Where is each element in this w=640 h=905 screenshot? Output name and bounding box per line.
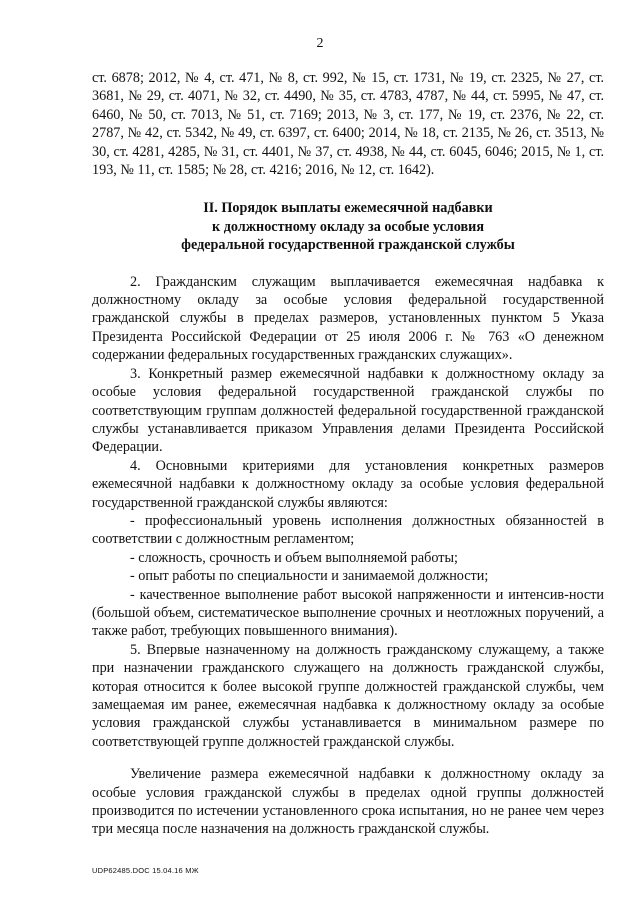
page-number: 2 — [316, 36, 324, 51]
criterion-item: - сложность, срочность и объем выполняемой работы; — [130, 549, 458, 566]
paragraph-3: 3. Конкретный размер ежемесячной надбавки к должностному окладу за особые условия федеральной государственной гражданской службы по соответствующим группам должностей федеральной государственной гражданской службы устанавливается приказом Управления делами Президента Российской Федерации. — [92, 365, 604, 456]
paragraph-4: 4. Основными критериями для установления конкретных размеров ежемесячной надбавки к должностному окладу за особые условия федеральной государственной гражданской службы являются: — [92, 457, 604, 511]
document-body — [92, 69, 604, 839]
criterion-item: - качественное выполнение работ высокой напряженности и интенсив-ности (большой объем, систематическое выполнение срочных и неотложных поручений, а также работ, требующих повышенного внимания). — [92, 586, 604, 640]
paragraph-2: 2. Гражданским служащим выплачивается ежемесячная надбавка к должностному окладу за особые условия федеральной государственной гражданской службы в пределах размеров, установленных пунктом 5 Указа Президента Российской Федерации от 25 июля 2006 г. № 763 «О денежном содержании федеральных государственных гражданских служащих». — [92, 273, 604, 364]
section-heading — [92, 199, 604, 254]
criterion-item: - профессиональный уровень исполнения должностных обязанностей в соответствии с должностным регламентом; — [92, 512, 604, 548]
paragraph-5: 5. Впервые назначенному на должность гражданскому служащему, а также при назначении гражданского служащего на должность гражданской службы, которая относится к более высокой группе должностей гражданской службы, чем замещаемая им ранее, ежемесячная надбавка к должностному окладу за особые условия гражданской службы устанавливается в минимальном размере по соответствующей группе должностей гражданской службы. — [92, 641, 604, 750]
document-footer-ref: UDP62485.DOC 15.04.16 МЖ — [92, 866, 199, 875]
criterion-item: - опыт работы по специальности и занимаемой должности; — [130, 568, 489, 585]
section-heading-line-2: к должностному окладу за особые условия — [211, 218, 485, 235]
section-heading-line-1: II. Порядок выплаты ежемесячной надбавки — [203, 200, 493, 217]
paragraph-increase: Увеличение размера ежемесячной надбавки к должностному окладу за особые условия гражданской службы в пределах одной группы должностей производится по истечении установленного срока испытания, но не ранее чем через три месяца после назначения на должность гражданской службы. — [92, 766, 604, 838]
section-heading-line-3: федеральной государственной гражданской службы — [181, 237, 515, 254]
intro-continuation: ст. 6878; 2012, № 4, ст. 471, № 8, ст. 992, № 15, ст. 1731, № 19, ст. 2325, № 27, ст. 3681, № 29, ст. 4071, № 32, ст. 4490, № 35, ст. 4783, 4787, № 44, ст. 5995, № 47, ст. 6460, № 50, ст. 7013, № 51, ст. 7169; 2013, № 3, ст. 177, № 19, ст. 2376, № 22, ст. 2787, № 42, ст. 5342, № 49, ст. 6397, ст. 6400; 2014, № 18, ст. 2135, № 26, ст. 3513, № 30, ст. 4281, 4285, № 31, ст. 4401, № 37, ст. 4938, № 44, ст. 6045, 6046; 2015, № 1, ст. 193, № 11, ст. 1585; № 28, ст. 4216; 2016, № 12, ст. 1642). — [92, 70, 604, 179]
